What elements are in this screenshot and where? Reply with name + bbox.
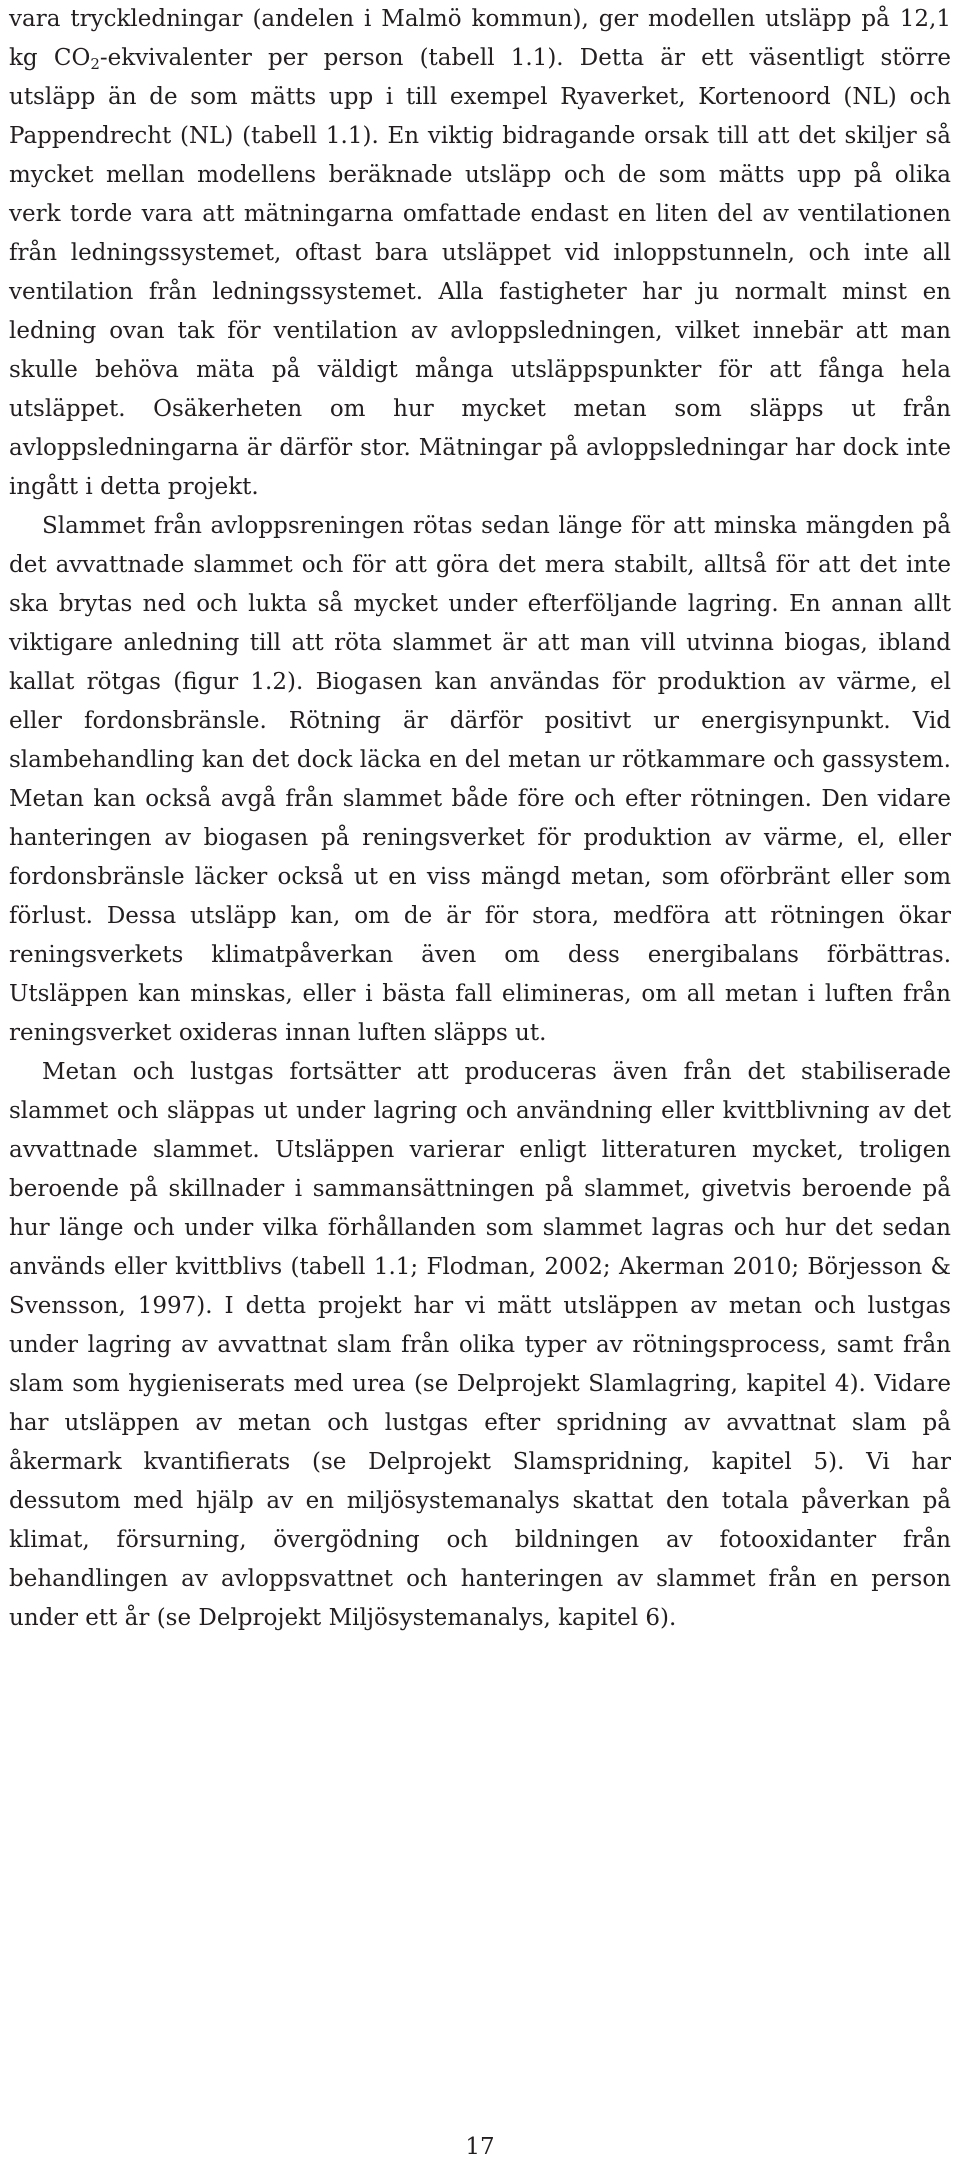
body-text	[9, 0, 951, 1638]
paragraph-3: Metan och lustgas fortsätter att produceras även från det stabiliserade slammet och släppas ut under lagring och användning eller kvittblivning av det avvattnade slammet. Utsläppen varierar enligt litteraturen mycket, troligen beroende på skillnader i sammansättningen på slammet, givetvis beroende på hur länge och under vilka förhållanden som slammet lagras och hur det sedan används eller kvittblivs (tabell 1.1; Flodman, 2002; Akerman 2010; Börjesson & Svensson, 1997). I detta projekt har vi mätt utsläppen av metan och lustgas under lagring av avvattnat slam från olika typer av rötningsprocess, samt från slam som hygieniserats med urea (se Delprojekt Slamlagring, kapitel 4). Vidare har utsläppen av metan och lustgas efter spridning av avvattnat slam på åkermark kvantifierats (se Delprojekt Slamspridning, kapitel 5). Vi har dessutom med hjälp av en miljösystemanalys skattat den totala påverkan på klimat, försurning, övergödning och bildningen av fotooxidanter från behandlingen av avloppsvattnet och hanteringen av slammet från en person under ett år (se Delprojekt Miljösystemanalys, kapitel 6).	[9, 1059, 951, 1631]
paragraph-1	[9, 0, 951, 507]
paragraph-2: Slammet från avloppsreningen rötas sedan länge för att minska mängden på det avvattnade slammet och för att göra det mera stabilt, alltså för att det inte ska brytas ned och lukta så mycket under efterföljande lagring. En annan allt viktigare anledning till att röta slammet är att man vill utvinna biogas, ibland kallat rötgas (figur 1.2). Biogasen kan användas för produktion av värme, el eller fordonsbränsle. Rötning är därför positivt ur energisynpunkt. Vid slambehandling kan det dock läcka en del metan ur rötkammare och gassystem. Metan kan också avgå från slammet både före och efter rötningen. Den vidare hanteringen av biogasen på reningsverket för produktion av värme, el, eller fordonsbränsle läcker också ut en viss mängd metan, som oförbränt eller som förlust. Dessa utsläpp kan, om de är för stora, medföra att rötningen ökar reningsverkets klimatpåverkan även om dess energibalans förbättras. Utsläppen kan minskas, eller i bästa fall elimineras, om all metan i luften från reningsverket oxideras innan luften släpps ut.	[9, 513, 951, 1046]
paragraph-1-text-a: vara tryckledningar (andelen i Malmö kommun), ger modellen utsläpp på 12,1 kg CO	[9, 6, 951, 71]
page-number: 17	[465, 2134, 495, 2160]
paragraph-1-text-b: -ekvivalenter per person (tabell 1.1). Detta är ett väsentligt större utsläpp än de som mätts upp i till exempel Ryaverket, Kortenoord (NL) och Pappendrecht (NL) (tabell 1.1). En viktig bidragande orsak till att det skiljer så mycket mellan modellens beräknade utsläpp och de som mätts upp på olika verk torde vara att mätningarna omfattade endast en liten del av ventilationen från ledningssystemet, oftast bara utsläppet vid inloppstunneln, och inte all ventilation från ledningssystemet. Alla fastigheter har ju normalt minst en ledning ovan tak för ventilation av avloppsledningen, vilket innebär att man skulle behöva mäta på väldigt många utsläppspunkter för att fånga hela utsläppet. Osäkerheten om hur mycket metan som släpps ut från avloppsledningarna är därför stor. Mätningar på avloppsledningar har dock inte ingått i detta projekt.	[9, 45, 951, 500]
co2-subscript: 2	[90, 55, 100, 73]
